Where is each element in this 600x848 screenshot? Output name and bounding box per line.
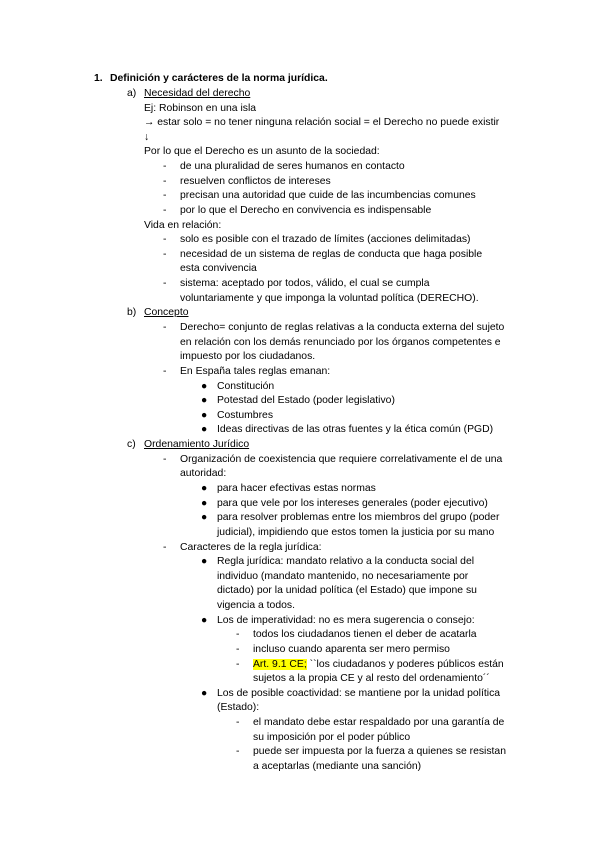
vida-line: Vida en relación: [144,220,222,231]
list-item: por lo que el Derecho en convivencia es indispensable [180,205,432,216]
list-item: de una pluralidad de seres humanos en contacto [180,161,405,172]
dash-marker: - [236,717,240,728]
org-item-cont: judicial), impidiendo que estos tomen la justicia por su mano [217,527,495,538]
sociedad-line: Por lo que el Derecho es un asunto de la sociedad: [144,146,380,157]
dash-marker: - [163,366,167,377]
list-item-cont: esta convivencia [180,263,257,274]
bullet-marker: ● [201,483,208,494]
bullet-marker: ● [201,688,208,699]
dash-marker: - [163,278,167,289]
section-c-marker: c) [127,439,136,450]
art-line [253,658,504,673]
dash-marker: - [236,629,240,640]
source-item: Constitución [217,381,275,392]
art-quote-cont: sujetos a la propia CE y al resto del ordenamiento´´ [253,673,490,684]
dash-marker: - [236,746,240,757]
list-item: sistema: aceptado por todos, válido, el cual se cumpla [180,278,430,289]
definition-line: Derecho= conjunto de reglas relativas a la conducta externa del sujeto [180,322,505,333]
section-a-title: Necesidad del derecho [144,88,251,99]
regla-line: Regla jurídica: mandato relativo a la conducta social del [217,556,475,567]
dash-marker: - [163,205,167,216]
example-line: Ej: Robinson en una isla [144,103,257,114]
arrow-line: → estar solo = no tener ninguna relación social = el Derecho no puede existir [144,117,500,128]
list-item: solo es posible con el trazado de límites (acciones delimitadas) [180,234,471,245]
bullet-marker: ● [201,512,208,523]
art-quote: ``los ciudadanos y poderes públicos están [306,659,504,670]
org-item: para resolver problemas entre los miembros del grupo (poder [217,512,500,523]
section-b-marker: b) [127,307,137,318]
coac-item-cont: su imposición por el poder público [253,732,411,743]
regla-line: individuo (mandato mantenido, no necesariamente por [217,571,469,582]
coactividad-line: (Estado): [217,702,260,713]
dash-marker: - [163,454,167,465]
source-item: Potestad del Estado (poder legislativo) [217,395,395,406]
coactividad-line: Los de posible coactividad: se mantiene por la unidad política [217,688,501,699]
dash-marker: - [236,644,240,655]
regla-line: dictado) por la unidad política (el Estado) que impone su [217,585,477,596]
definition-line: impuesto por los ciudadanos. [180,351,316,362]
source-item: Costumbres [217,410,274,421]
imp-item: todos los ciudadanos tienen el deber de acatarla [253,629,477,640]
org-line: Organización de coexistencia que requiere correlativamente el de una [180,454,503,465]
coac-item: puede ser impuesta por la fuerza a quienes se resistan [253,746,506,757]
section-c-title: Ordenamiento Jurídico [144,439,250,450]
down-arrow: ↓ [144,132,150,143]
definition-line: en relación con los demás renunciado por los órganos competentes e [180,337,501,348]
source-item: Ideas directivas de las otras fuentes y la ética común (PGD) [217,424,494,435]
list-item-cont: voluntariamente y que imponga la voluntad política (DERECHO). [180,293,479,304]
espana-line: En España tales reglas emanan: [180,366,331,377]
regla-line: vigencia a todos. [217,600,295,611]
dash-marker: - [163,161,167,172]
dash-marker: - [163,190,167,201]
org-item: para que vele por los intereses generales (poder ejecutivo) [217,498,488,509]
bullet-marker: ● [201,381,208,392]
coac-item-cont: a aceptarlas (mediante una sanción) [253,761,422,772]
dash-marker: - [163,542,167,553]
dash-marker: - [163,176,167,187]
dash-marker: - [163,322,167,333]
coac-item: el mandato debe estar respaldado por una garantía de [253,717,505,728]
art-reference-highlight: Art. 9.1 CE; [253,659,307,670]
dash-marker: - [236,659,240,670]
section-a-marker: a) [127,88,137,99]
bullet-marker: ● [201,615,208,626]
section-b-title: Concepto [144,307,189,318]
bullet-marker: ● [201,498,208,509]
org-line: autoridad: [180,468,227,479]
bullet-marker: ● [201,424,208,435]
bullet-marker: ● [201,395,208,406]
dash-marker: - [163,234,167,245]
list-item: necesidad de un sistema de reglas de conducta que haga posible [180,249,483,260]
bullet-marker: ● [201,556,208,567]
dash-marker: - [163,249,167,260]
list-item: resuelven conflictos de intereses [180,176,331,187]
heading-number: 1. [94,73,103,84]
org-item: para hacer efectivas estas normas [217,483,376,494]
imp-item: incluso cuando aparenta ser mero permiso [253,644,450,655]
caracteres-line: Caracteres de la regla jurídica: [180,542,322,553]
list-item: precisan una autoridad que cuide de las incumbencias comunes [180,190,476,201]
heading-title: Definición y carácteres de la norma jurídica. [110,73,328,84]
bullet-marker: ● [201,410,208,421]
imperatividad-line: Los de imperatividad: no es mera sugerencia o consejo: [217,615,475,626]
